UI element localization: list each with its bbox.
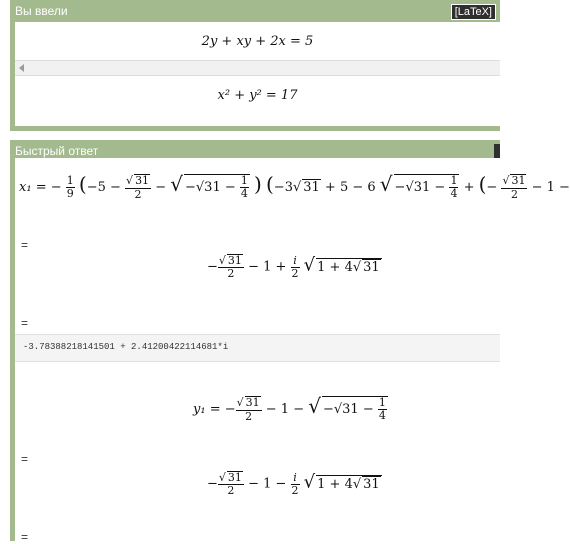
equals-sign-1: = <box>21 238 29 252</box>
input-equations <box>15 22 500 126</box>
equals-sign-2: = <box>21 316 29 330</box>
equals-sign-4: = <box>21 530 29 544</box>
y1-simplified: − $\frac{√ 31}{2}$ − 1 − $\frac{i}{2}$ √ 1 + 4√ 31 <box>207 470 380 498</box>
answer-panel <box>10 140 570 544</box>
collapse-button[interactable] <box>494 144 500 158</box>
x1-simplified: − $\frac{√ 31}{2}$ − 1 + $\frac{i}{2}$ √ 1 + 4√ 31 <box>207 253 380 281</box>
latex-button[interactable]: [LaTeX] <box>451 4 496 20</box>
input-panel <box>10 0 500 131</box>
y1-expression: y₁ = − $\frac{√ 31}{2}$ − 1 − √ −√31 − $\frac{1}{4}$ <box>193 394 386 423</box>
x1-numeric-box <box>15 334 500 362</box>
equals-sign-3: = <box>21 452 29 466</box>
answer-content <box>15 158 570 544</box>
x1-label: x₁ <box>19 180 32 195</box>
input-panel-header <box>10 0 500 22</box>
scroll-left-icon[interactable] <box>19 64 24 72</box>
answer-panel-title: Быстрый ответ <box>15 144 99 158</box>
equation-1-scrollbar[interactable] <box>15 60 500 76</box>
input-panel-title: Вы ввели <box>15 4 68 18</box>
equation-2: x² + y² = 17 <box>217 88 298 103</box>
x1-full-expression: x₁ = − $\frac{1}{9}$ (−5 − $\frac{√ 31}{2}$ − √ −√31 − $\frac{1}{4}$ ) (−3√ 31 + 5 − 6 √ −√31 − $\frac{1}{4}$ + (− $\frac{√ 31}{2}$ − 1 − <box>19 172 570 201</box>
x1-numeric-value: -3.78388218141501 + 2.41200422114681*i <box>23 342 229 352</box>
equation-1: 2y + xy + 2x = 5 <box>201 34 314 49</box>
y1-label: y₁ <box>193 402 206 417</box>
